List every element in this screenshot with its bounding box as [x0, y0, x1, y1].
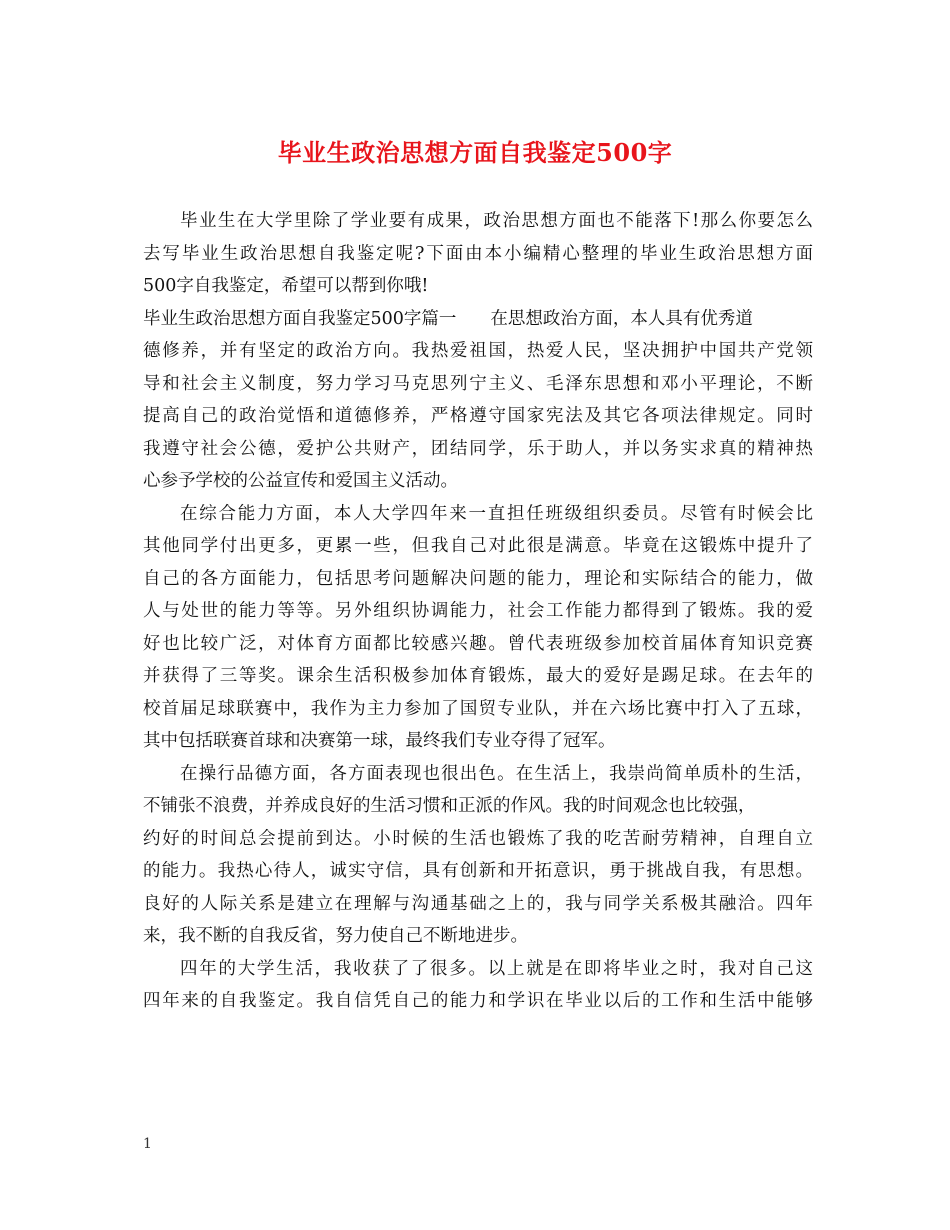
text-line: 提高自己的政治觉悟和道德修养，严格遵守国家宪法及其它各项法律规定。同时	[143, 406, 813, 426]
text-line: 其他同学付出更多，更累一些，但我自己对此很是满意。毕竟在这锻炼中提升了	[143, 536, 813, 556]
text-line-continuation: 在思想政治方面，本人具有优秀道	[490, 308, 753, 329]
text-line: 德修养，并有坚定的政治方向。我热爱祖国，热爱人民，坚决拥护中国共产党领	[143, 341, 813, 361]
text-line: 在综合能力方面，本人大学四年来一直担任班级组织委员。尽管有时候会比	[180, 503, 813, 524]
text-line: 在操行品德方面，各方面表现也很出色。在生活上，我崇尚简单质朴的生活，	[180, 763, 813, 784]
text-line: 其中包括联赛首球和决赛第一球，最终我们专业夺得了冠军。	[143, 731, 616, 751]
text-line: 自己的各方面能力，包括思考问题解决问题的能力，理论和实际结合的能力，做	[143, 568, 813, 589]
text-line: 约好的时间总会提前到达。小时候的生活也锻炼了我的吃苦耐劳精神，自理自立	[143, 828, 813, 849]
text-line: 导和社会主义制度，努力学习马克思列宁主义、毛泽东思想和邓小平理论，不断	[143, 373, 813, 394]
text-line: 500字自我鉴定，希望可以帮到你哦!	[143, 276, 429, 296]
text-line: 来，我不断的自我反省，努力使自己不断地进步。	[143, 926, 528, 946]
text-line: 毕业生在大学里除了学业要有成果，政治思想方面也不能落下!那么你要怎么	[180, 211, 813, 231]
text-line: 的能力。我热心待人，诚实守信，具有创新和开拓意识，勇于挑战自我，有思想。	[143, 861, 813, 881]
text-line: 不铺张不浪费，并养成良好的生活习惯和正派的作风。我的时间观念也比较强，	[143, 796, 756, 816]
page-title: 毕业生政治思想方面自我鉴定500字	[277, 138, 673, 167]
text-line: 好也比较广泛，对体育方面都比较感兴趣。曾代表班级参加校首届体育知识竞赛	[143, 633, 813, 654]
text-line	[143, 303, 813, 336]
page-number: 1	[143, 1136, 152, 1152]
text-line: 并获得了三等奖。课余生活积极参加体育锻炼，最大的爱好是踢足球。在去年的	[143, 666, 813, 686]
section-heading: 毕业生政治思想方面自我鉴定500字篇一	[143, 308, 457, 329]
text-line: 良好的人际关系是建立在理解与沟通基础之上的，我与同学关系极其融洽。四年	[143, 893, 813, 914]
document-body	[143, 205, 813, 1018]
text-line: 四年的大学生活，我收获了了很多。以上就是在即将毕业之时，我对自己这	[180, 958, 813, 979]
text-line: 校首届足球联赛中，我作为主力参加了国贸专业队，并在六场比赛中打入了五球，	[143, 698, 813, 719]
text-line: 去写毕业生政治思想自我鉴定呢?下面由本小编精心整理的毕业生政治思想方面	[143, 243, 813, 264]
text-line: 心参予学校的公益宣传和爱国主义活动。	[143, 471, 458, 491]
text-line: 四年来的自我鉴定。我自信凭自己的能力和学识在毕业以后的工作和生活中能够	[143, 991, 813, 1011]
text-line: 我遵守社会公德，爱护公共财产，团结同学，乐于助人，并以务实求真的精神热	[143, 438, 813, 459]
text-line: 人与处世的能力等等。另外组织协调能力，社会工作能力都得到了锻炼。我的爱	[143, 601, 813, 621]
